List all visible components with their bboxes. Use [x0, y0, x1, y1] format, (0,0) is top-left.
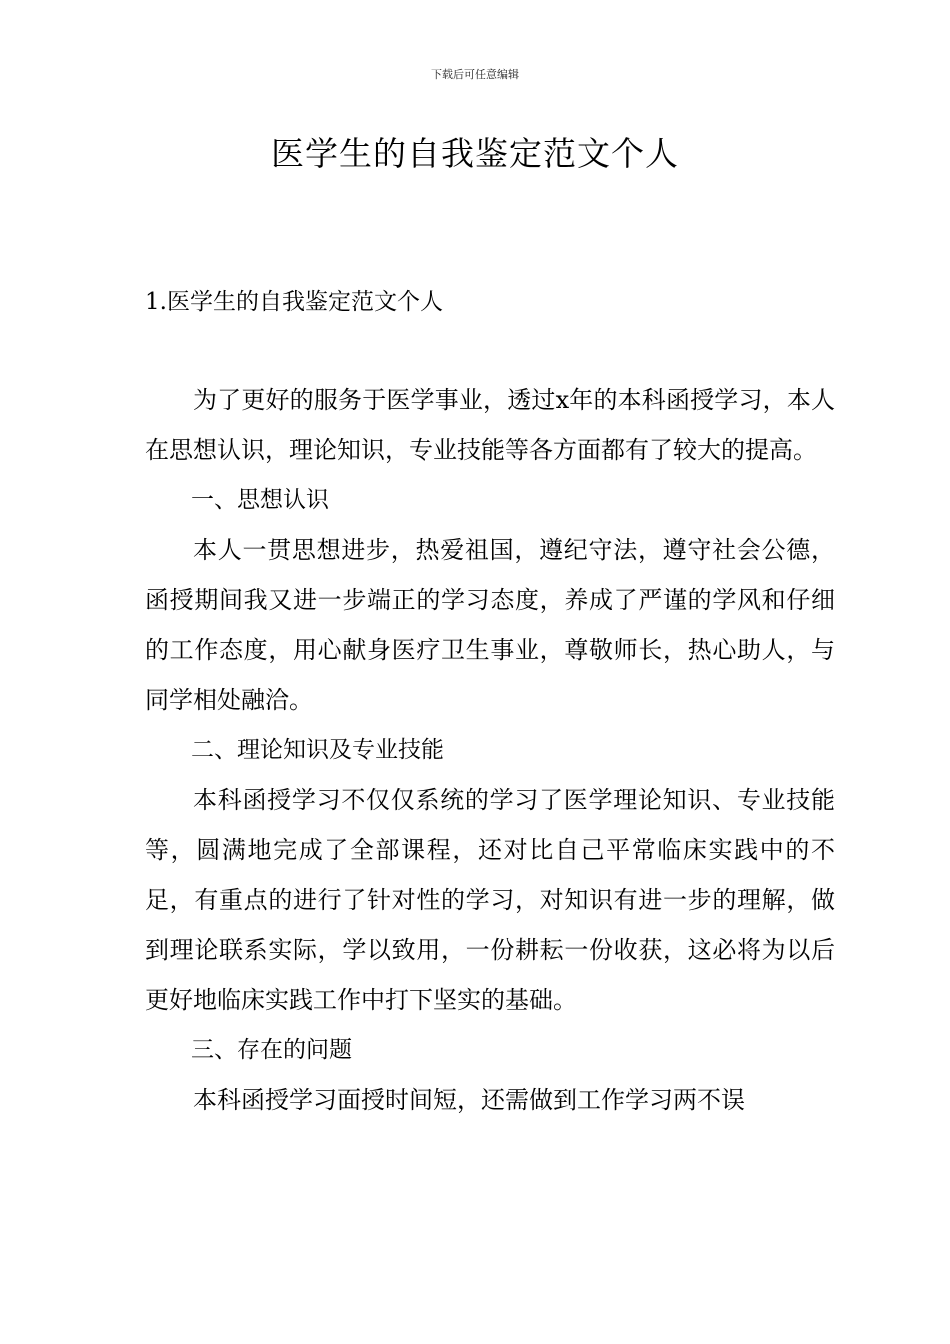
document-title: 医学生的自我鉴定范文个人: [271, 134, 679, 173]
paragraph-intro: 为了更好的服务于医学事业，透过x年的本科函授学习，本人在思想认识，理论知识，专业技能等各方面都有了较大的提高。: [145, 386, 835, 464]
document-body: [145, 375, 835, 1125]
paragraph-thought: 本人一贯思想进步，热爱祖国，遵纪守法，遵守社会公德，函授期间我又进一步端正的学习态度，养成了严谨的学风和仔细的工作态度，用心献身医疗卫生事业，尊敬师长，热心助人，与同学相处融洽。: [145, 536, 835, 714]
subheading-problems: 三、存在的问题: [191, 1037, 352, 1063]
section-heading: 1.医学生的自我鉴定范文个人: [145, 289, 443, 315]
subheading-theory: 二、理论知识及专业技能: [191, 737, 444, 763]
paragraph-theory: 本科函授学习不仅仅系统的学习了医学理论知识、专业技能等，圆满地完成了全部课程，还对比自己平常临床实践中的不足，有重点的进行了针对性的学习，对知识有进一步的理解，做到理论联系实际，学以致用，一份耕耘一份收获，这必将为以后更好地临床实践工作中打下坚实的基础。: [145, 786, 835, 1014]
subheading-thought: 一、思想认识: [191, 487, 329, 513]
header-note: 下载后可任意编辑: [431, 68, 519, 81]
paragraph-problems: 本科函授学习面授时间短，还需做到工作学习两不误: [193, 1086, 745, 1114]
